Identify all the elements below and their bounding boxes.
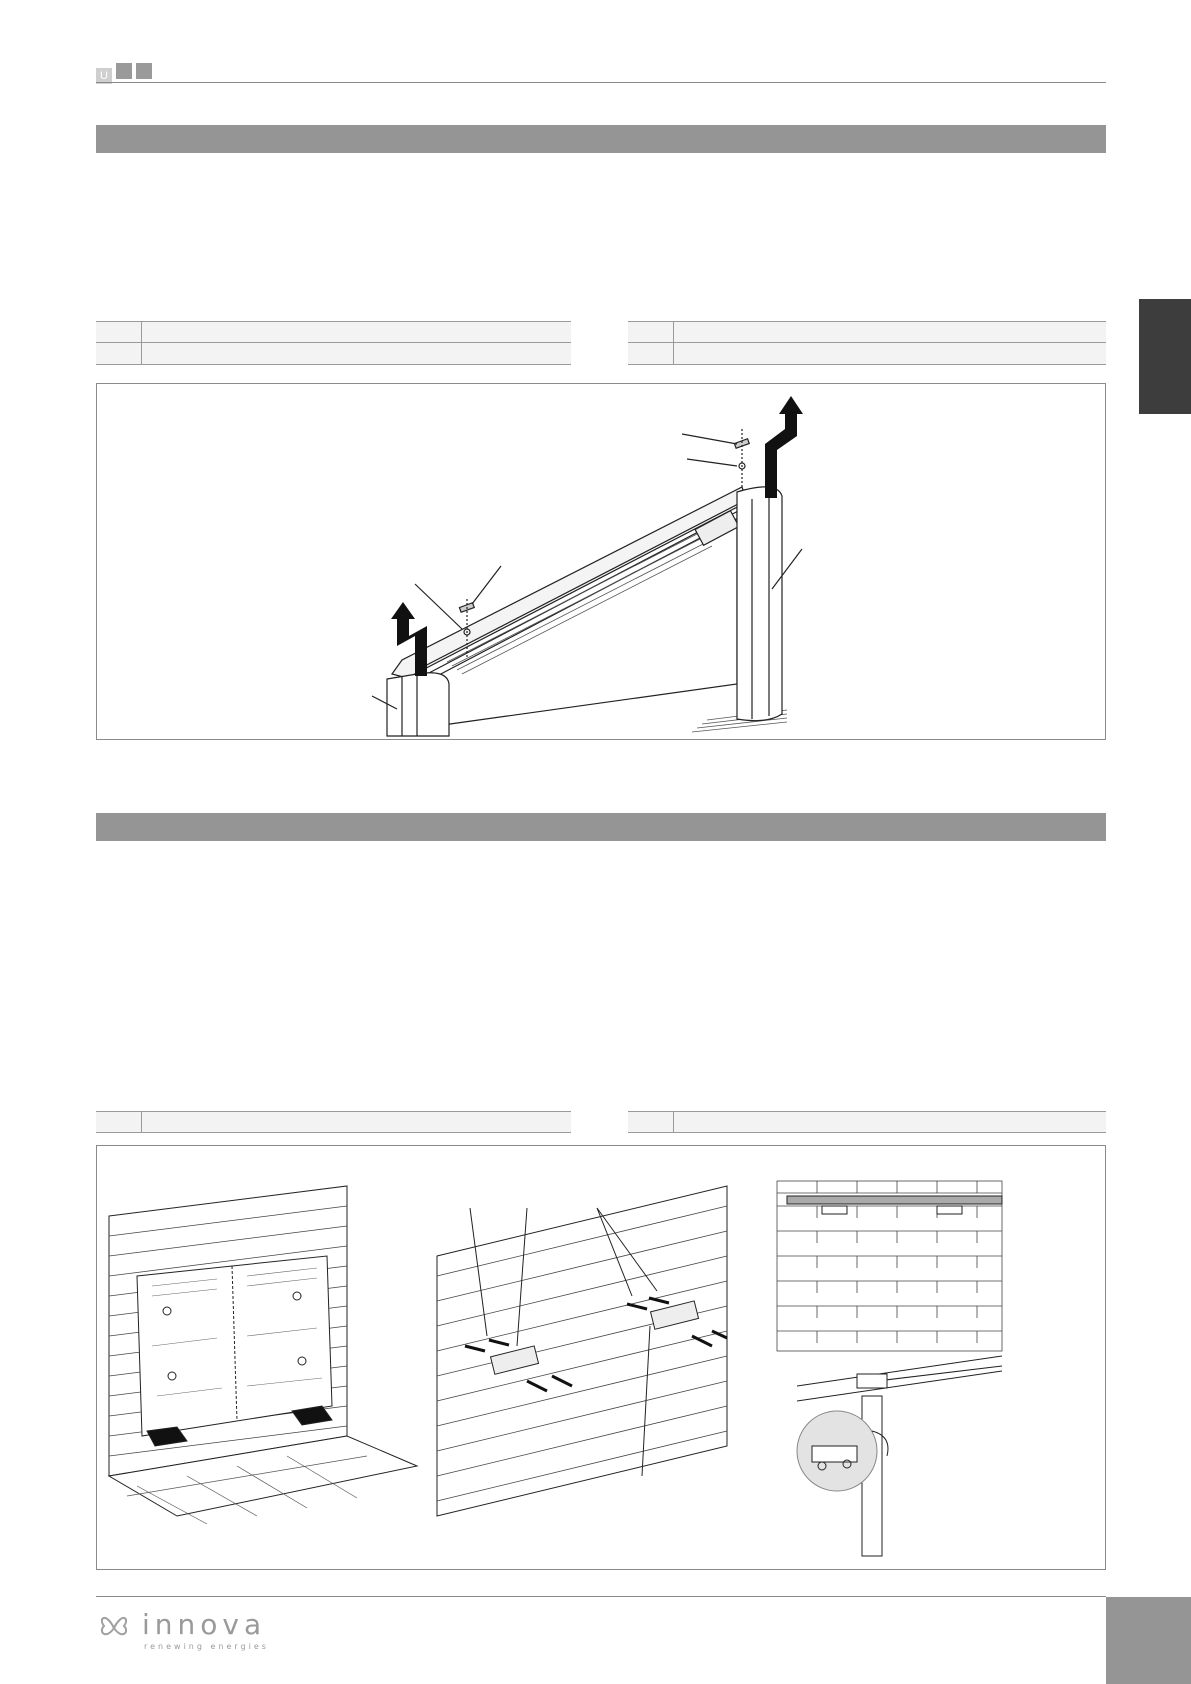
figure-1-unit-illustration xyxy=(97,384,1105,739)
page-number-box xyxy=(1106,1597,1191,1684)
section-2-title-bar xyxy=(96,813,1106,841)
header-square-3 xyxy=(136,63,152,79)
header-square-u: U xyxy=(96,68,112,84)
header-rule xyxy=(96,82,1106,83)
section-1-table-left xyxy=(96,321,571,365)
table-row xyxy=(628,343,1106,365)
table-cell-desc xyxy=(142,322,571,342)
table-row xyxy=(628,321,1106,343)
brand-logo xyxy=(96,1608,296,1651)
brand-tagline: renewing energies xyxy=(144,1642,269,1651)
wall-template-drawing xyxy=(109,1186,417,1524)
table-cell-num xyxy=(628,343,674,364)
table-cell-num xyxy=(96,343,142,364)
figure-2-frame xyxy=(96,1145,1106,1570)
table-cell-num xyxy=(96,322,142,342)
footer-rule xyxy=(96,1596,1106,1597)
table-row xyxy=(628,1111,1106,1133)
table-row xyxy=(96,343,571,365)
table-cell-desc xyxy=(142,1112,571,1132)
header-square-2 xyxy=(116,63,132,79)
table-cell-desc xyxy=(674,1112,1106,1132)
section-1-title-bar xyxy=(96,125,1106,153)
bracket-detail-drawing xyxy=(797,1356,1002,1556)
section-2-table-left xyxy=(96,1111,571,1133)
wall-bracket-drawing xyxy=(437,1186,727,1516)
header-square-group xyxy=(96,63,156,84)
figure-1-frame xyxy=(96,383,1106,740)
brand-name: innova xyxy=(142,1608,267,1641)
table-cell-desc xyxy=(142,343,571,364)
section-1-table-right xyxy=(628,321,1106,365)
table-cell-num xyxy=(628,322,674,342)
chapter-side-tab xyxy=(1139,299,1191,414)
table-cell-num xyxy=(628,1112,674,1132)
table-cell-desc xyxy=(674,322,1106,342)
wall-bar-drawing xyxy=(777,1181,1002,1351)
table-cell-num xyxy=(96,1112,142,1132)
table-row xyxy=(96,1111,571,1133)
table-row xyxy=(96,321,571,343)
butterfly-logo-icon xyxy=(96,1610,132,1646)
figure-2-wall-mounting-illustration xyxy=(97,1146,1105,1569)
table-cell-desc xyxy=(674,343,1106,364)
section-2-table-right xyxy=(628,1111,1106,1133)
